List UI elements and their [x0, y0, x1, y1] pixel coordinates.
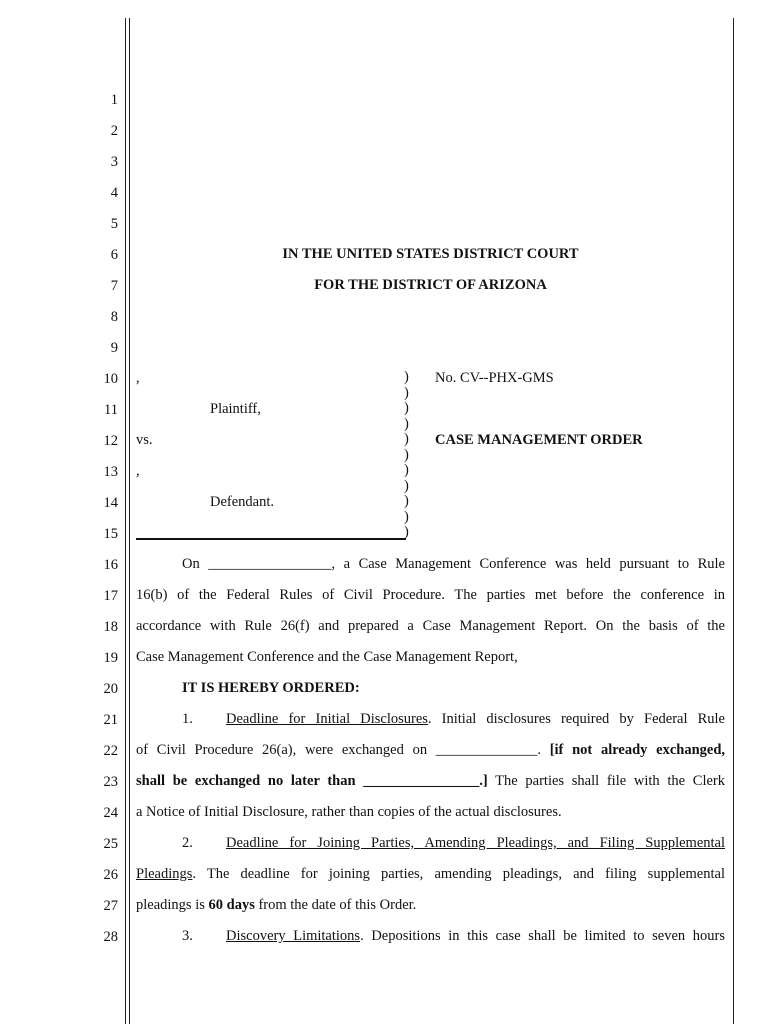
left-margin-rule-inner — [129, 18, 130, 1024]
pleadings-text-a: pleadings is — [136, 897, 205, 913]
disclosure-date-text: of Civil Procedure 26(a), were exchanged on ______________. — [136, 742, 541, 758]
plaintiff-label: Plaintiff, — [210, 401, 261, 417]
line-number: 6 — [110, 247, 118, 263]
pleadings-text-b: from the date of this Order. — [258, 897, 417, 913]
body-line-28 — [226, 928, 725, 945]
line-number: 12 — [103, 433, 118, 449]
item-3-heading: Discovery Limitations — [226, 928, 361, 944]
line-number: 8 — [110, 309, 118, 325]
item-1-text: . Initial disclosures required by Federal Rule — [427, 711, 725, 727]
item-3-text: . Depositions in this case shall be limited to seven hours — [360, 928, 726, 944]
line-number: 18 — [103, 619, 118, 635]
line-number: 17 — [103, 588, 118, 604]
order-heading: IT IS HEREBY ORDERED: — [182, 680, 360, 696]
court-heading-line1: IN THE UNITED STATES DISTRICT COURT — [282, 246, 579, 262]
left-margin-rule-outer — [125, 18, 126, 1024]
line-number: 7 — [110, 278, 118, 294]
item-2-heading-cont: Pleadings — [136, 866, 193, 882]
item-1-heading: Deadline for Initial Disclosures — [226, 711, 428, 727]
caption-parentheses: ) ) ) ) ) ) ) ) ) ) ) — [404, 369, 409, 540]
line-number: 21 — [103, 712, 118, 728]
body-line-22 — [136, 742, 725, 759]
right-margin-rule — [733, 18, 734, 1024]
defendant-name: , — [136, 463, 140, 479]
line-number: 23 — [103, 774, 118, 790]
item-1-number: 1. — [182, 711, 193, 727]
line-number: 13 — [103, 464, 118, 480]
line-number: 15 — [103, 526, 118, 542]
item-2-heading: Deadline for Joining Parties, Amending Pleadings, and Filing Supplemental — [226, 835, 725, 851]
item-3-number: 3. — [182, 928, 193, 944]
clerk-notice-text: The parties shall file with the Clerk — [495, 773, 725, 789]
line-number: 19 — [103, 650, 118, 666]
body-line-26 — [136, 866, 725, 883]
line-number: 16 — [103, 557, 118, 573]
body-line-18: accordance with Rule 26(f) and prepared a Case Management Report. On the basis of the — [136, 618, 725, 634]
line-number: 10 — [103, 371, 118, 387]
caption-underline — [136, 538, 406, 540]
line-number: 20 — [103, 681, 118, 697]
item-2-text: . The deadline for joining parties, amending pleadings, and filing supplemental — [192, 866, 725, 882]
line-number: 24 — [103, 805, 118, 821]
line-number: 28 — [103, 929, 118, 945]
body-line-17: 16(b) of the Federal Rules of Civil Procedure. The parties met before the conference in — [136, 587, 725, 603]
line-number: 27 — [103, 898, 118, 914]
line-number: 9 — [110, 340, 118, 356]
line-number: 22 — [103, 743, 118, 759]
disclosure-bracket-text: [if not already exchanged, — [549, 742, 726, 758]
line-number: 11 — [104, 402, 118, 418]
line-number: 1 — [110, 92, 118, 108]
versus-label: vs. — [136, 432, 153, 448]
plaintiff-name: , — [136, 370, 140, 386]
defendant-label: Defendant. — [210, 494, 275, 510]
line-number: 14 — [103, 495, 118, 511]
body-line-21 — [226, 711, 725, 728]
disclosure-deadline-text: shall be exchanged no later than ________________.] — [136, 773, 488, 789]
document-title: CASE MANAGEMENT ORDER — [435, 432, 643, 448]
body-line-24: a Notice of Initial Disclosure, rather than copies of the actual disclosures. — [136, 804, 562, 820]
body-line-19: Case Management Conference and the Case Management Report, — [136, 649, 518, 665]
item-2-number: 2. — [182, 835, 193, 851]
line-number: 2 — [110, 123, 118, 139]
intro-text: On _________________, a Case Management Conference was held pursuant to Rule — [182, 556, 725, 572]
body-line-16 — [182, 556, 725, 573]
line-number: 5 — [110, 216, 118, 232]
body-line-23 — [136, 773, 725, 790]
pleadings-days: 60 days — [208, 897, 255, 913]
line-number: 26 — [103, 867, 118, 883]
court-heading-line2: FOR THE DISTRICT OF ARIZONA — [314, 277, 547, 293]
case-number: No. CV--PHX-GMS — [435, 370, 554, 386]
line-number: 25 — [103, 836, 118, 852]
line-number: 3 — [110, 154, 118, 170]
body-line-27 — [136, 897, 416, 914]
line-number: 4 — [110, 185, 118, 201]
